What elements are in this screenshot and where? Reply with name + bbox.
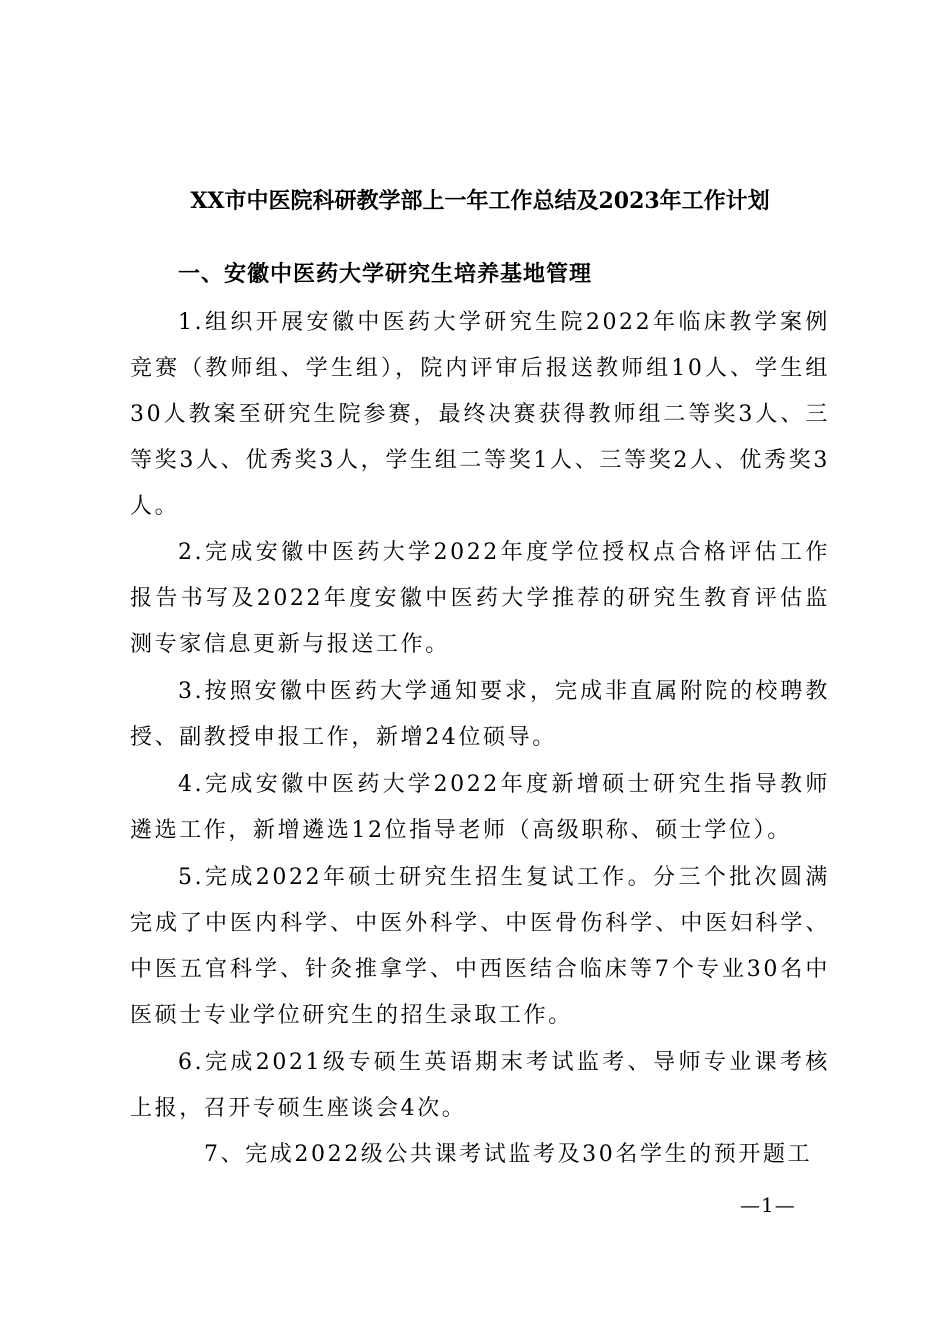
paragraph-text: 4.完成安徽中医药大学2022年度新增硕士研究生指导教师遴选工作，新增遴选12位指导老师（高级职称、硕士学位）。 [130,772,830,843]
paragraph-text: 1.组织开展安徽中医药大学研究生院2022年临床教学案例竞赛（教师组、学生组），院内评审后报送教师组10人、学生组30人教案至研究生院参赛，最终决赛获得教师组二等奖3人、三等奖3人、优秀奖3人，学生组二等奖1人、三等奖2人、优秀奖3人。 [130,310,830,519]
paragraph-text: 3.按照安徽中医药大学通知要求，完成非直属附院的校聘教授、副教授申报工作，新增24位硕导。 [130,679,830,750]
document-title: XX市中医院科研教学部上一年工作总结及2023年工作计划 [190,188,770,214]
paragraph-text: 2.完成安徽中医药大学2022年度学位授权点合格评估工作报告书写及2022年度安徽中医药大学推荐的研究生教育评估监测专家信息更新与报送工作。 [130,540,830,657]
paragraph-text: 5.完成2022年硕士研究生招生复试工作。分三个批次圆满完成了中医内科学、中医外科学、中医骨伤科学、中医妇科学、中医五官科学、针灸推拿学、中西医结合临床等7个专业30名中医硕士专业学位研究生的招生录取工作。 [130,865,830,1028]
paragraph-2 [130,530,830,668]
paragraph-7 [130,1132,830,1178]
paragraph-text: 6.完成2021级专硕生英语期末考试监考、导师专业课考核上报，召开专硕生座谈会4次。 [130,1050,830,1121]
paragraph-3 [130,669,830,761]
paragraph-text: 7、完成2022级公共课考试监考及30名学生的预开题工 [204,1142,813,1167]
page-number: —1— [740,1193,796,1217]
paragraph-5 [130,855,830,1039]
section-heading: 一、安徽中医药大学研究生培养基地管理 [178,262,593,287]
paragraph-6 [130,1040,830,1132]
paragraph-1 [130,300,830,530]
paragraph-4 [130,762,830,854]
